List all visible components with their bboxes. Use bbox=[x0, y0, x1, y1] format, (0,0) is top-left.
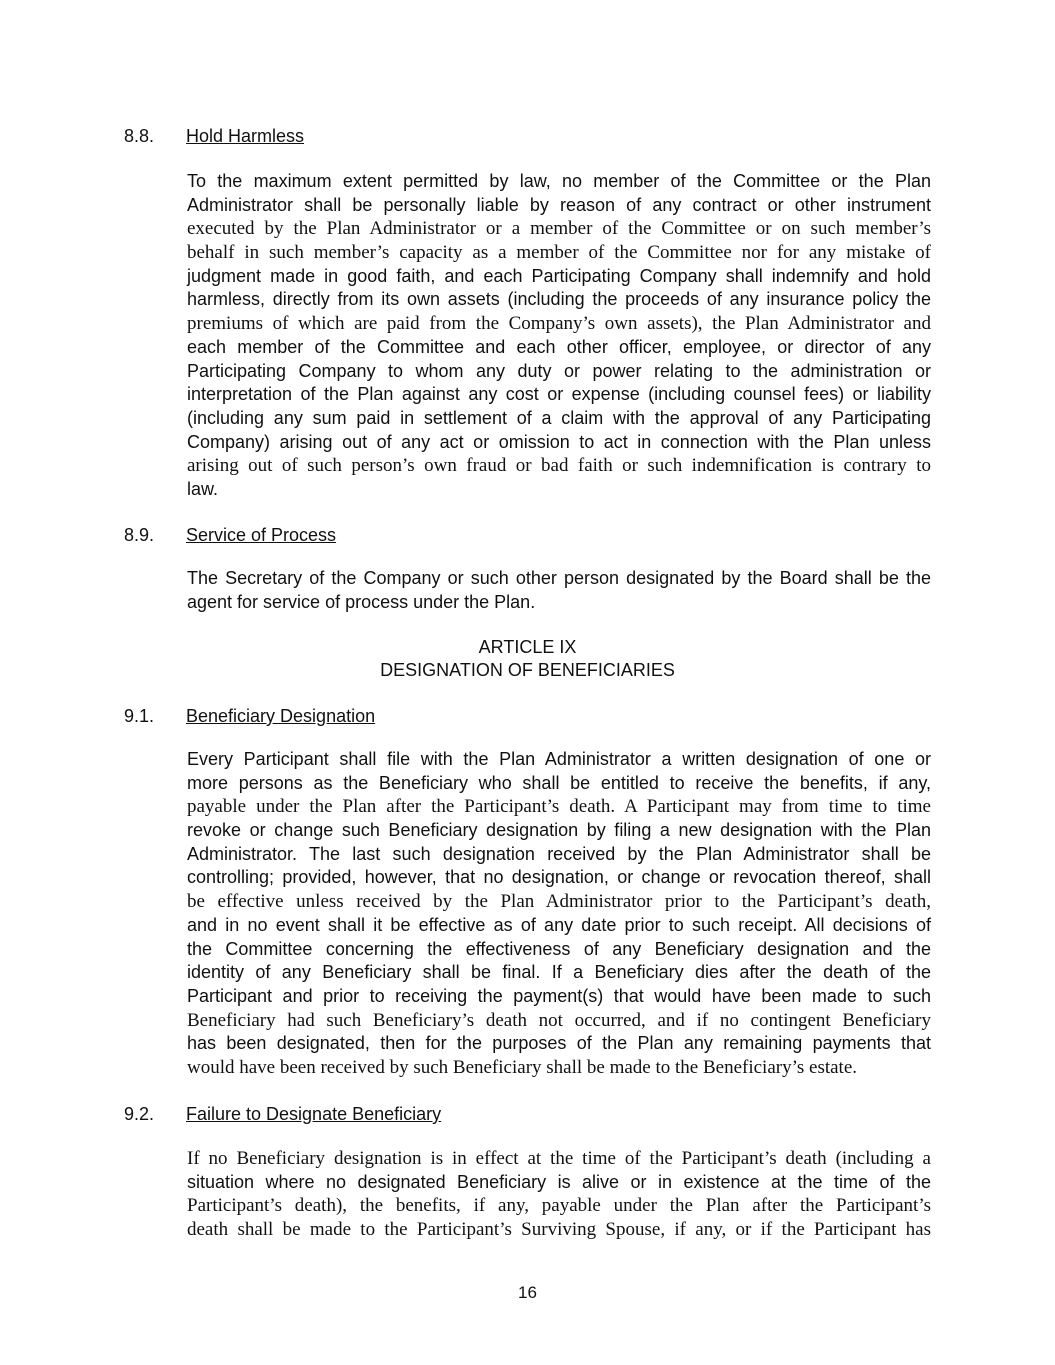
section-8-9-paragraph bbox=[187, 567, 931, 614]
section-8-9-heading bbox=[124, 524, 336, 546]
section-title: Service of Process bbox=[186, 525, 337, 545]
text-line: has been designated, then for the purposes of the Plan any remaining payments that bbox=[187, 1033, 931, 1054]
text-line: arising out of such person’s own fraud or bad faith or such indemnification is contrary to bbox=[187, 455, 931, 477]
text-line: Participant’s death), the benefits, if any, payable under the Plan after the Participant’s bbox=[187, 1195, 931, 1217]
text-line: executed by the Plan Administrator or a member of the Committee or on such member’s bbox=[187, 218, 931, 240]
text-line: the Committee concerning the effectiveness of any Beneficiary designation and the bbox=[187, 938, 931, 959]
text-line: more persons as the Beneficiary who shall be entitled to receive the benefits, if any, bbox=[187, 772, 931, 793]
text-line: The Secretary of the Company or such other person designated by the Board shall be the bbox=[187, 568, 931, 588]
text-line: Participant and prior to receiving the payment(s) that would have been made to such bbox=[187, 985, 931, 1006]
text-line: payable under the Plan after the Participant’s death. A Participant may from time to time bbox=[187, 796, 931, 818]
text-line: each member of the Committee and each other officer, employee, or director of any bbox=[187, 336, 931, 357]
article-number: ARTICLE IX bbox=[478, 637, 577, 657]
text-line: law. bbox=[187, 478, 219, 499]
text-line: be effective unless received by the Plan Administrator prior to the Participant’s death, bbox=[187, 891, 931, 913]
section-title: Failure to Designate Beneficiary bbox=[186, 1104, 442, 1124]
section-9-1-heading bbox=[124, 705, 375, 727]
text-line: (including any sum paid in settlement of a claim with the approval of any Participating bbox=[187, 407, 931, 428]
text-line: Company) arising out of any act or omission to act in connection with the Plan unless bbox=[187, 431, 931, 452]
text-line: interpretation of the Plan against any cost or expense (including counsel fees) or liability bbox=[187, 384, 931, 405]
section-9-2-paragraph bbox=[187, 1147, 931, 1242]
text-line: agent for service of process under the Plan. bbox=[187, 591, 536, 612]
section-title: Beneficiary Designation bbox=[186, 706, 376, 726]
text-line: death shall be made to the Participant’s Surviving Spouse, if any, or if the Participant has bbox=[187, 1219, 931, 1241]
section-8-8-heading bbox=[124, 125, 304, 147]
text-line: harmless, directly from its own assets (including the proceeds of any insurance policy the bbox=[187, 289, 931, 310]
section-number: 8.9. bbox=[124, 525, 155, 545]
text-line: controlling; provided, however, that no designation, or change or revocation thereof, shall bbox=[187, 867, 931, 888]
text-line: premiums of which are paid from the Company’s own assets), the Plan Administrator and bbox=[187, 313, 931, 335]
text-line: judgment made in good faith, and each Participating Company shall indemnify and hold bbox=[187, 265, 931, 286]
section-number: 8.8. bbox=[124, 126, 155, 146]
text-line: would have been received by such Beneficiary shall be made to the Beneficiary’s estate. bbox=[187, 1056, 858, 1078]
text-line: and in no event shall it be effective as of any date prior to such receipt. All decisions of bbox=[187, 914, 931, 935]
text-line: Participating Company to whom any duty or power relating to the administration or bbox=[187, 360, 931, 381]
text-line: If no Beneficiary designation is in effect at the time of the Participant’s death (including a bbox=[187, 1148, 931, 1169]
text-line: Beneficiary had such Beneficiary’s death not occurred, and if no contingent Beneficiary bbox=[187, 1009, 931, 1031]
text-line: revoke or change such Beneficiary designation by filing a new designation with the Plan bbox=[187, 820, 931, 841]
section-9-1-paragraph bbox=[187, 748, 931, 1080]
text-line: To the maximum extent permitted by law, no member of the Committee or the Plan bbox=[187, 171, 931, 191]
section-number: 9.1. bbox=[124, 706, 155, 726]
section-number: 9.2. bbox=[124, 1104, 155, 1124]
section-title: Hold Harmless bbox=[186, 126, 305, 146]
text-line: Every Participant shall file with the Plan Administrator a written designation of one or bbox=[187, 749, 931, 769]
page-number: 16 bbox=[518, 1283, 537, 1302]
text-line: identity of any Beneficiary shall be final. If a Beneficiary dies after the death of the bbox=[187, 962, 931, 983]
section-9-2-heading bbox=[124, 1103, 441, 1125]
section-8-8-paragraph bbox=[187, 170, 931, 502]
text-line: behalf in such member’s capacity as a member of the Committee nor for any mistake of bbox=[187, 242, 931, 264]
text-line: Administrator shall be personally liable by reason of any contract or other instrument bbox=[187, 194, 931, 215]
text-line: situation where no designated Beneficiary is alive or in existence at the time of the bbox=[187, 1171, 931, 1192]
article-title: DESIGNATION OF BENEFICIARIES bbox=[380, 660, 675, 680]
article-heading bbox=[0, 636, 1055, 682]
text-line: Administrator. The last such designation received by the Plan Administrator shall be bbox=[187, 843, 931, 864]
